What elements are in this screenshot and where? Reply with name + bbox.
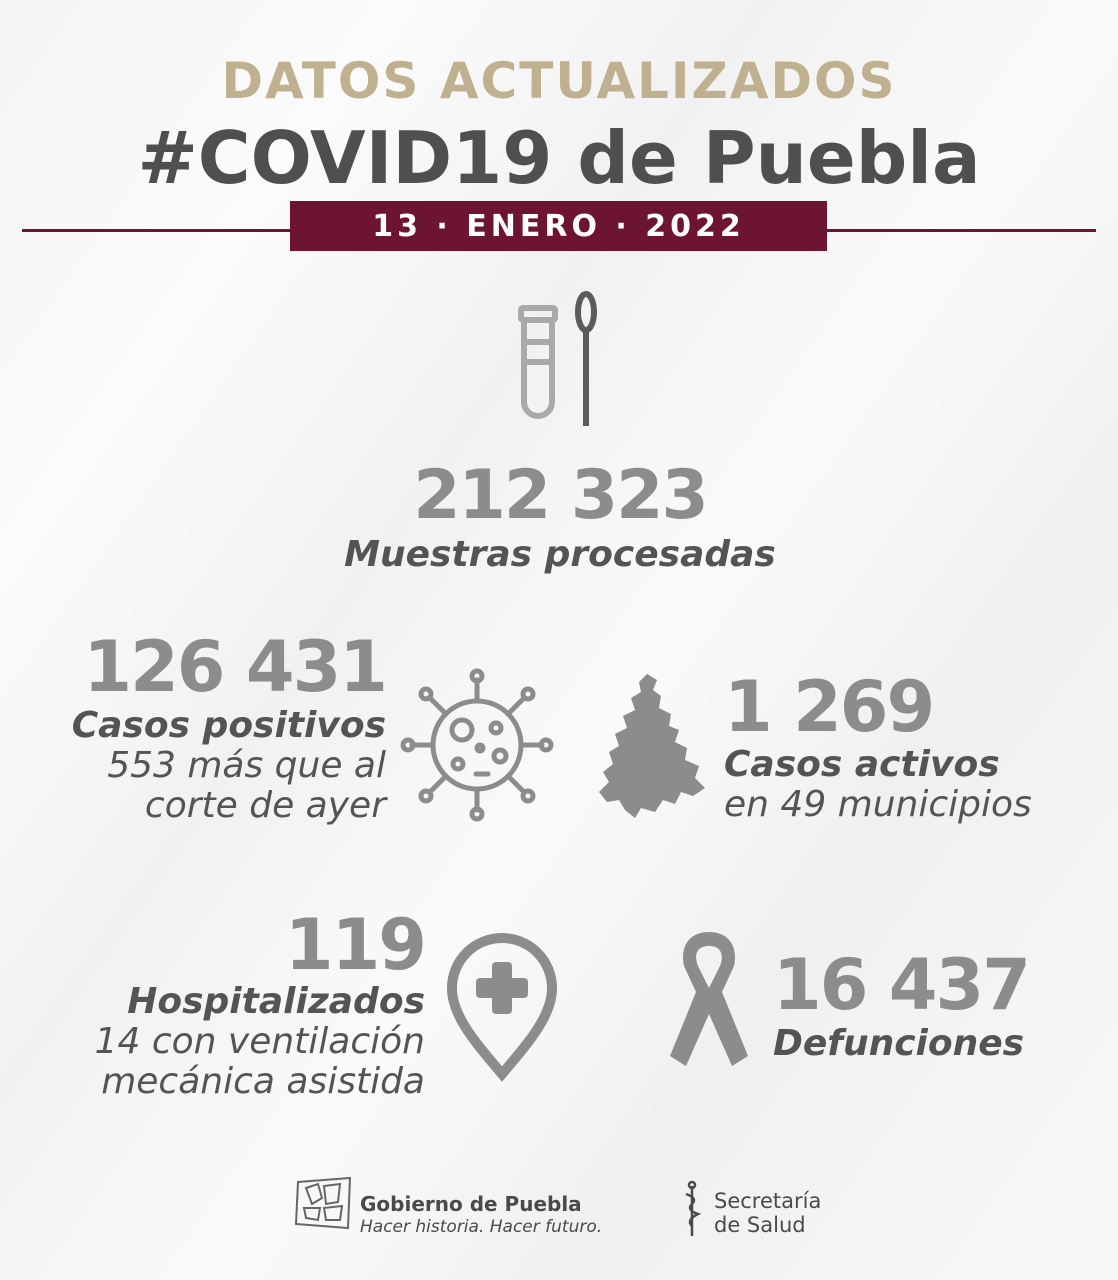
- positive-detail-1: 553 más que al: [107, 745, 386, 786]
- deaths-value: 16 437: [773, 944, 1029, 1026]
- hospitalized-detail-1: 14 con ventilación: [94, 1021, 425, 1062]
- ribbon-icon: [660, 926, 758, 1076]
- hospitalized-detail-2: mecánica asistida: [101, 1061, 425, 1102]
- gov-slogan: Hacer historia. Hacer futuro.: [360, 1217, 603, 1237]
- virus-icon: [400, 668, 555, 823]
- samples-value: 212 323: [413, 456, 707, 535]
- active-label: Casos activos: [724, 744, 1000, 785]
- positive-detail-2: corte de ayer: [144, 785, 386, 826]
- deaths-label: Defunciones: [773, 1023, 1025, 1064]
- page-title: #COVID19 de Puebla: [137, 116, 981, 200]
- hospitalized-label: Hospitalizados: [127, 981, 425, 1022]
- samples-label: Muestras procesadas: [344, 534, 776, 575]
- active-value: 1 269: [724, 666, 934, 748]
- date-text: 13 · ENERO · 2022: [372, 208, 745, 244]
- puebla-map-icon: [595, 672, 707, 820]
- secretaria-salud-logo-icon: [680, 1180, 704, 1238]
- positive-label: Casos positivos: [71, 705, 386, 746]
- active-detail: en 49 municipios: [724, 784, 1032, 825]
- test-tube-swab-icon: [515, 290, 605, 430]
- hospitalized-value: 119: [284, 904, 425, 986]
- positive-value: 126 431: [83, 626, 386, 708]
- gobierno-puebla-logo-icon: [292, 1174, 356, 1232]
- gov-name: Gobierno de Puebla: [360, 1192, 582, 1216]
- health-line-1: Secretaría: [714, 1189, 822, 1213]
- header-subtitle: DATOS ACTUALIZADOS: [221, 52, 897, 110]
- health-line-2: de Salud: [714, 1213, 806, 1237]
- date-banner: [290, 201, 827, 251]
- hospital-pin-icon: [445, 932, 560, 1080]
